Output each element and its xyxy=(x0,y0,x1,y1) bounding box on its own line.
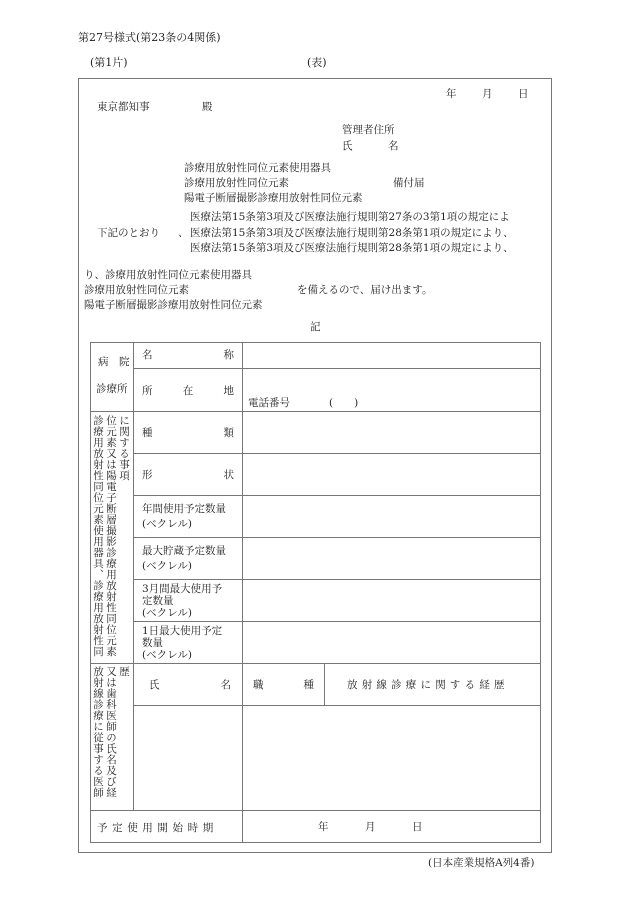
title-option-3: 陽電子断層撮影診療用放射性同位元素 xyxy=(184,192,363,204)
body-comma: 、 xyxy=(178,227,189,239)
daily-max-field[interactable] xyxy=(243,622,539,662)
divider xyxy=(324,663,325,705)
body-item-2: 診療用放射性同位元素 xyxy=(84,284,189,296)
staff-job-header: 職 種 xyxy=(253,679,314,691)
staff-name-field[interactable] xyxy=(134,706,241,809)
date-day-label: 日 xyxy=(518,88,529,100)
body-lead: 下記のとおり xyxy=(97,227,160,239)
max-storage-label: 最大貯蔵予定数量 xyxy=(142,545,226,557)
max-storage-field[interactable] xyxy=(243,538,539,578)
start-date-field[interactable] xyxy=(243,811,539,841)
facility-label-hospital: 病 院 xyxy=(98,356,130,368)
isotope-form-field[interactable] xyxy=(243,454,539,494)
staff-career-field[interactable] xyxy=(243,706,539,809)
body-item-1: り、診療用放射性同位元素使用器具 xyxy=(84,269,252,281)
divider xyxy=(90,663,540,664)
isotope-form-label: 形 状 xyxy=(142,469,234,481)
law-clause-3: 医療法第15条第3項及び医療法施行規則第28条第1項の規定により、 xyxy=(190,242,514,254)
addressee-honorific: 殿 xyxy=(202,101,213,113)
applicant-name-label-1: 氏 xyxy=(342,140,353,152)
date-month-label: 月 xyxy=(482,88,493,100)
start-date-day: 日 xyxy=(412,821,423,833)
facility-name-field[interactable] xyxy=(243,343,539,367)
title-option-2: 診療用放射性同位元素 xyxy=(184,177,289,189)
quarterly-max-label: 3月間最大使用予 xyxy=(142,583,223,595)
ki-label: 記 xyxy=(310,321,321,333)
paper-standard-note: (日本産業規格A列4番) xyxy=(428,857,535,869)
isotope-type-label: 種 類 xyxy=(142,427,234,439)
annual-usage-field[interactable] xyxy=(243,496,539,536)
daily-max-label-2: 数量 xyxy=(142,637,163,649)
staff-name-header: 氏 名 xyxy=(149,679,231,691)
staff-section-label: 放射線診療に従事する医師又は歯科医師の氏名及び経歴 xyxy=(92,666,130,798)
sheet-label: (第1片) xyxy=(90,56,128,69)
phone-parens: ( ) xyxy=(329,397,359,409)
isotope-section-label: 診療用放射性同位元素使用器具、診療用放射性同位元素又は陽電子断層撮影診療用放射性同位元素に関する事項 xyxy=(92,415,130,657)
body-closing: を備えるので、届け出ます。 xyxy=(297,284,433,296)
quarterly-max-field[interactable] xyxy=(243,580,539,620)
facility-label-clinic: 診療所 xyxy=(96,383,128,395)
title-option-1: 診療用放射性同位元素使用器具 xyxy=(184,162,331,174)
quarterly-max-label-2: 定数量 xyxy=(142,595,174,607)
location-label: 所 在 地 xyxy=(142,385,234,397)
side-label: (表) xyxy=(307,56,327,69)
quarterly-max-unit: (ベクレル) xyxy=(142,607,192,619)
law-clause-1: 医療法第15条第3項及び医療法施行規則第27条の3第1項の規定によ xyxy=(190,211,510,223)
start-date-year: 年 xyxy=(318,821,329,833)
start-date-label: 予定使用開始時期 xyxy=(97,822,218,834)
max-storage-unit: (ベクレル) xyxy=(142,560,192,572)
date-year-label: 年 xyxy=(446,88,457,100)
body-item-3: 陽電子断層撮影診療用放射性同位元素 xyxy=(84,299,263,311)
daily-max-unit: (ベクレル) xyxy=(142,649,192,661)
applicant-name-label-2: 名 xyxy=(388,140,399,152)
title-suffix: 備付届 xyxy=(393,177,425,189)
annual-usage-unit: (ベクレル) xyxy=(142,518,192,530)
addressee-name: 東京都知事 xyxy=(97,101,150,113)
name-label: 名 称 xyxy=(142,349,234,361)
form-number: 第27号様式(第23条の4関係) xyxy=(78,31,221,44)
law-clause-2: 医療法第15条第3項及び医療法施行規則第28条第1項の規定により、 xyxy=(190,227,514,239)
phone-label: 電話番号 xyxy=(248,397,290,409)
start-date-month: 月 xyxy=(365,821,376,833)
applicant-address-label: 管理者住所 xyxy=(342,124,395,136)
staff-career-header: 放射線診療に関する経歴 xyxy=(347,679,509,691)
isotope-type-field[interactable] xyxy=(243,412,539,452)
daily-max-label: 1日最大使用予定 xyxy=(142,625,223,637)
annual-usage-label: 年間使用予定数量 xyxy=(142,503,226,515)
